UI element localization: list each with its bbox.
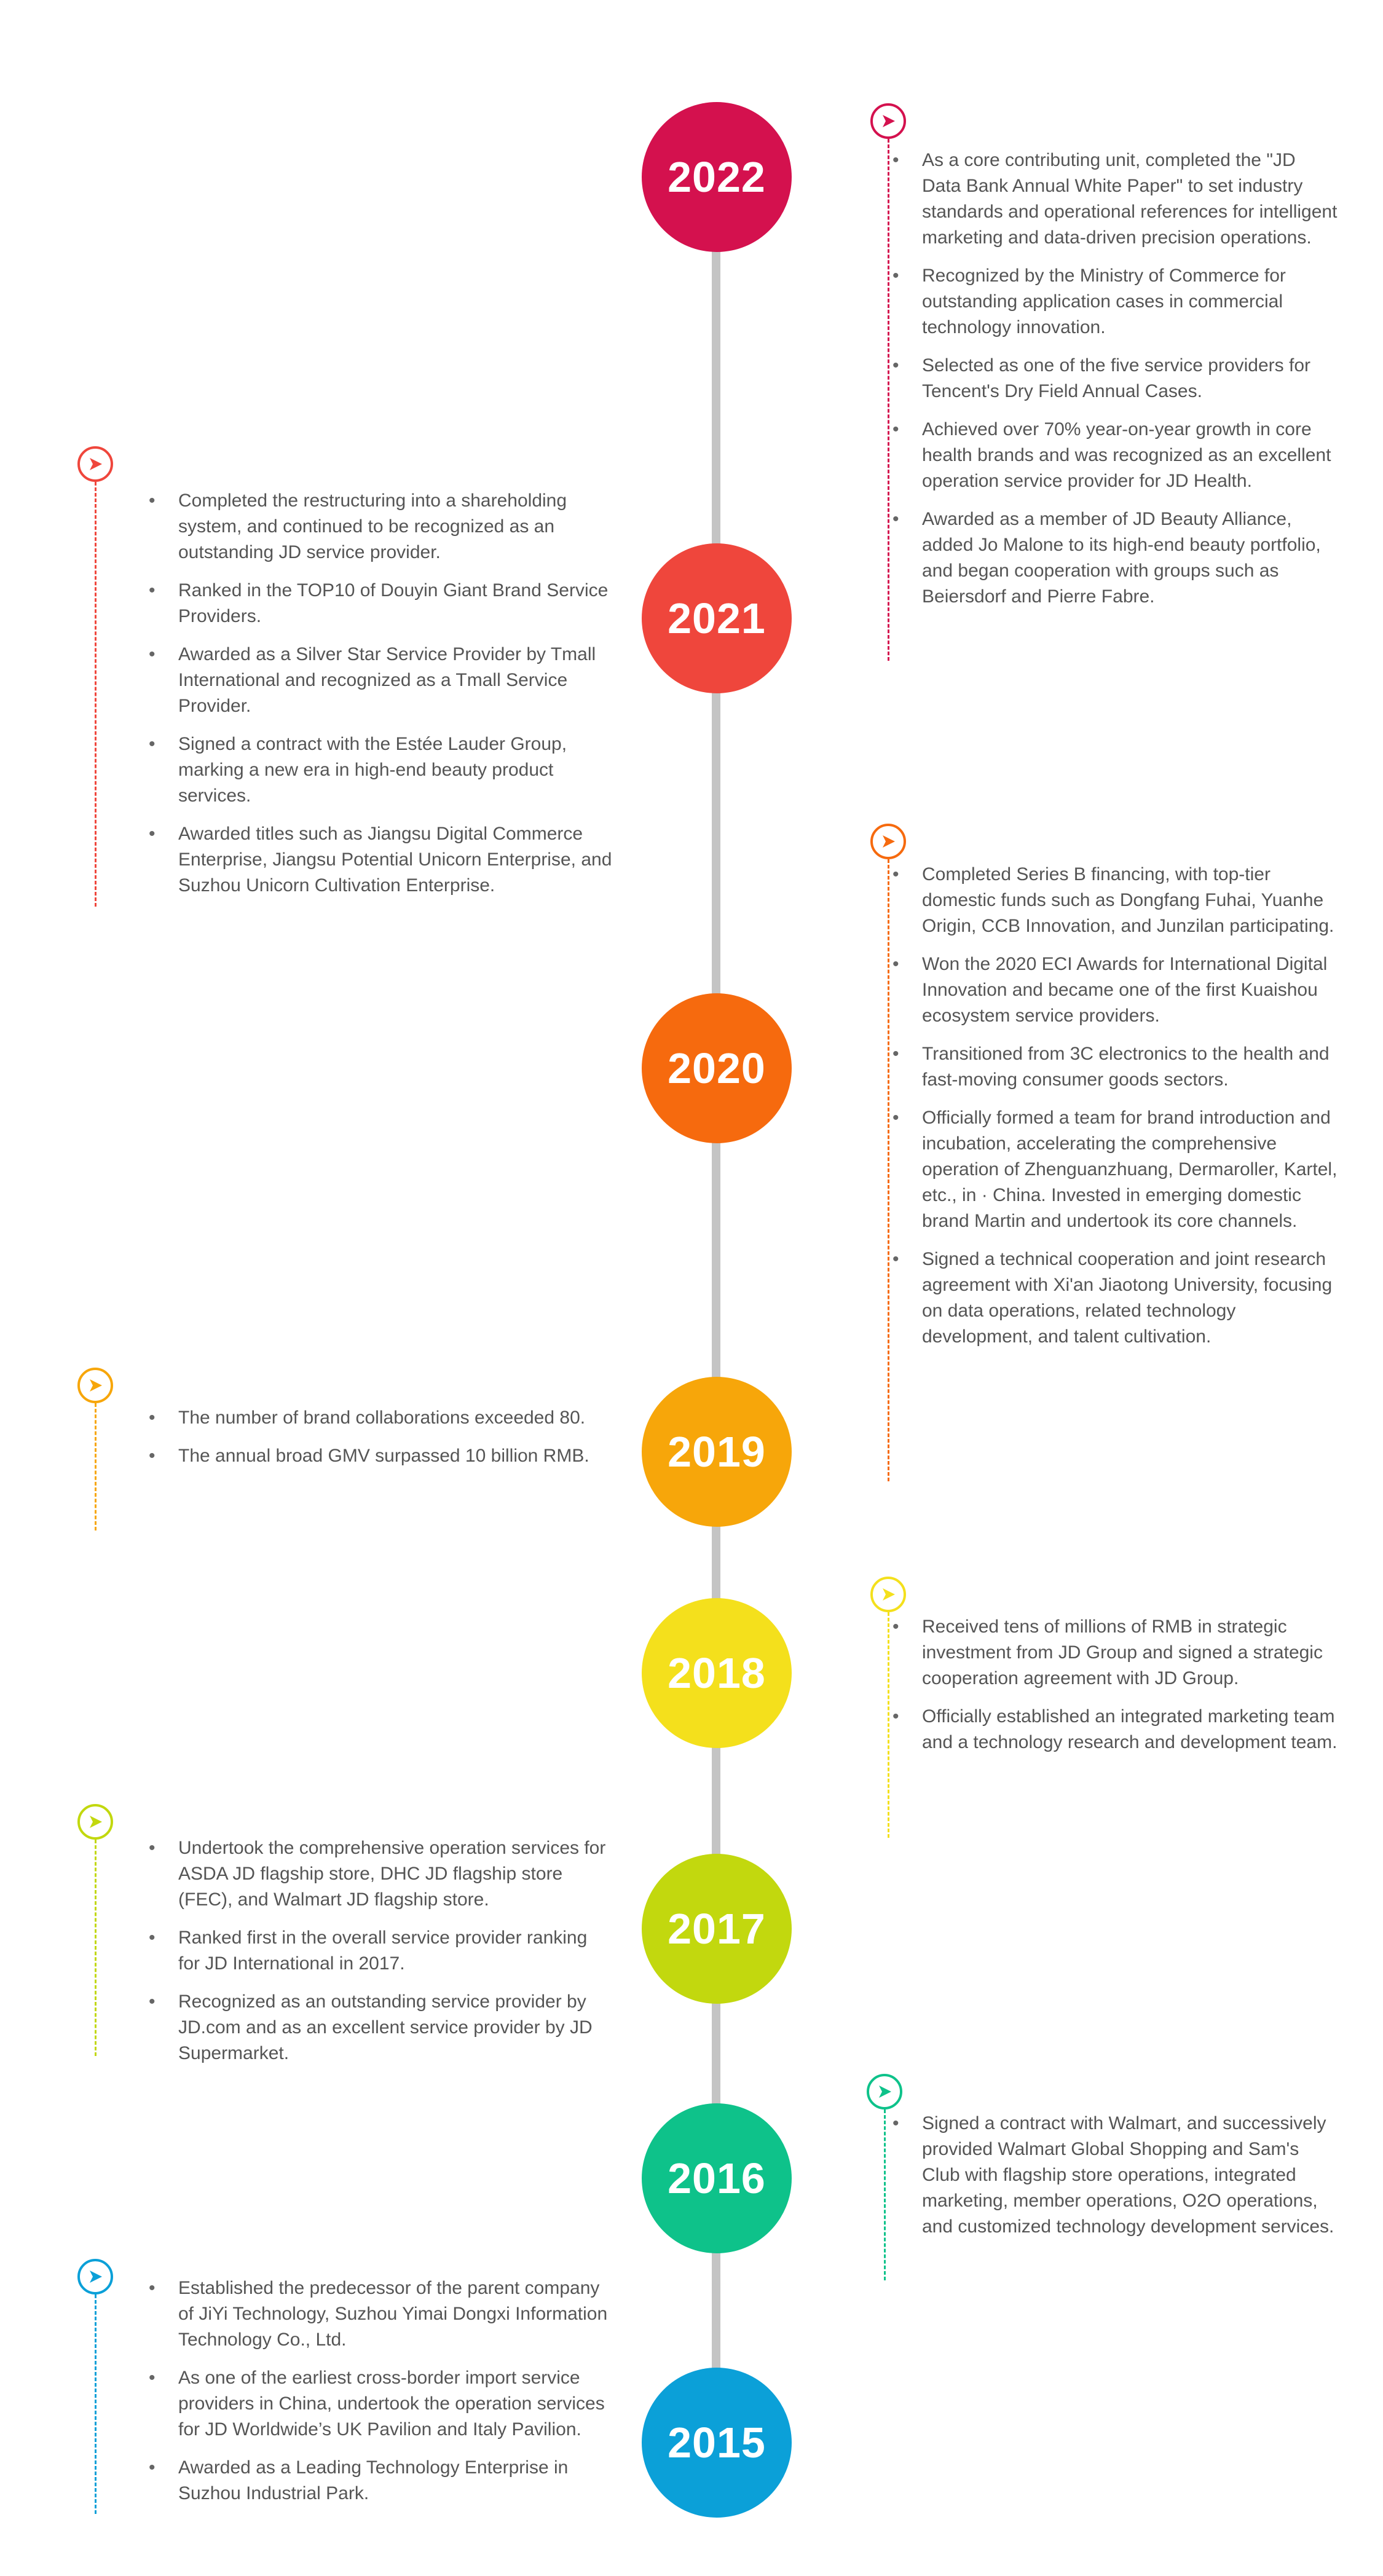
arrow-right-icon xyxy=(867,2074,902,2109)
milestone-list-2017 xyxy=(146,1835,613,2079)
milestone-item: • Signed a contract with Walmart, and successively provided Walmart Global Shopping and Sam's Club with flagship store operations, integrated marketing, member operations, O2O operations, and customized technology development services. xyxy=(890,2111,1339,2240)
timeline-dashed-line xyxy=(888,1612,889,1838)
year-circle-2017 xyxy=(642,1854,792,2004)
year-label: 2021 xyxy=(668,594,766,642)
milestone-item: • Transitioned from 3C electronics to the health and fast-moving consumer goods sectors. xyxy=(890,1041,1339,1093)
year-circle-2022 xyxy=(642,102,792,252)
arrow-right-icon xyxy=(870,824,906,859)
milestone-item: • Completed the restructuring into a shareholding system, and continued to be recognized as an outstanding JD service provider. xyxy=(146,488,613,565)
arrow-right-icon xyxy=(77,2259,113,2294)
milestone-list-2020 xyxy=(890,862,1339,1362)
milestone-item: • Recognized as an outstanding service provider by JD.com and as an excellent service provider by JD Supermarket. xyxy=(146,1989,613,2066)
year-label: 2017 xyxy=(668,1905,766,1953)
year-circle-2020 xyxy=(642,993,792,1143)
milestone-item: • As a core contributing unit, completed the "JD Data Bank Annual White Paper" to set industry standards and operational references for intelligent marketing and data-driven precision operations. xyxy=(890,148,1339,251)
milestone-list-2022 xyxy=(890,148,1339,622)
year-circle-2016 xyxy=(642,2103,792,2253)
milestone-item: • As one of the earliest cross-border import service providers in China, undertook the operation services for JD Worldwide’s UK Pavilion and Italy Pavilion. xyxy=(146,2365,613,2443)
milestone-list-2021 xyxy=(146,488,613,911)
arrow-right-icon xyxy=(77,1368,113,1403)
year-circle-2015 xyxy=(642,2368,792,2518)
milestone-item: • Officially established an integrated marketing team and a technology research and development team. xyxy=(890,1704,1339,1755)
year-circle-2019 xyxy=(642,1377,792,1527)
milestone-item: • Ranked first in the overall service provider ranking for JD International in 2017. xyxy=(146,1925,613,1977)
milestone-item: • The annual broad GMV surpassed 10 billion RMB. xyxy=(146,1443,613,1469)
year-label: 2022 xyxy=(668,153,766,201)
milestone-item: • Received tens of millions of RMB in strategic investment from JD Group and signed a strategic cooperation agreement with JD Group. xyxy=(890,1614,1339,1692)
year-label: 2015 xyxy=(668,2419,766,2467)
milestone-item: • Selected as one of the five service providers for Tencent's Dry Field Annual Cases. xyxy=(890,353,1339,404)
milestone-list-2016 xyxy=(890,2111,1339,2252)
arrow-right-icon xyxy=(870,103,906,139)
milestone-item: • The number of brand collaborations exceeded 80. xyxy=(146,1405,613,1431)
arrow-right-icon xyxy=(77,1804,113,1840)
milestone-item: • Achieved over 70% year-on-year growth in core health brands and was recognized as an excellent operation service provider for JD Health. xyxy=(890,417,1339,494)
milestone-item: • Undertook the comprehensive operation services for ASDA JD flagship store, DHC JD flagship store (FEC), and Walmart JD flagship store. xyxy=(146,1835,613,1913)
year-label: 2018 xyxy=(668,1649,766,1697)
milestone-item: • Awarded titles such as Jiangsu Digital Commerce Enterprise, Jiangsu Potential Unicorn Enterprise, and Suzhou Unicorn Cultivation Enterprise. xyxy=(146,821,613,899)
milestone-item: • Officially formed a team for brand introduction and incubation, accelerating the comprehensive operation of Zhenguanzhuang, Dermaroller, Kartel, etc., in · China. Invested in emerging domestic brand Martin and undertook its core channels. xyxy=(890,1105,1339,1234)
milestone-item: • Awarded as a member of JD Beauty Alliance, added Jo Malone to its high-end beauty portfolio, and began cooperation with groups such as Beiersdorf and Pierre Fabre. xyxy=(890,506,1339,610)
milestone-item: • Signed a technical cooperation and joint research agreement with Xi'an Jiaotong University, focusing on data operations, related technology development, and talent cultivation. xyxy=(890,1247,1339,1350)
milestone-item: • Recognized by the Ministry of Commerce for outstanding application cases in commercial technology innovation. xyxy=(890,263,1339,341)
milestone-item: • Awarded as a Silver Star Service Provider by Tmall International and recognized as a Tmall Service Provider. xyxy=(146,642,613,719)
timeline-dashed-line xyxy=(95,1840,97,2056)
milestone-list-2019 xyxy=(146,1405,613,1481)
timeline-dashed-line xyxy=(95,482,97,907)
year-label: 2020 xyxy=(668,1044,766,1092)
milestone-list-2015 xyxy=(146,2275,613,2519)
timeline-dashed-line xyxy=(95,1403,97,1530)
milestone-item: • Established the predecessor of the parent company of JiYi Technology, Suzhou Yimai Dongxi Information Technology Co., Ltd. xyxy=(146,2275,613,2353)
timeline-dashed-line xyxy=(888,859,889,1481)
year-circle-2021 xyxy=(642,543,792,693)
milestone-list-2018 xyxy=(890,1614,1339,1768)
year-label: 2019 xyxy=(668,1428,766,1476)
milestone-item: • Ranked in the TOP10 of Douyin Giant Brand Service Providers. xyxy=(146,578,613,629)
year-circle-2018 xyxy=(642,1598,792,1748)
timeline-dashed-line xyxy=(888,139,889,661)
milestone-item: • Completed Series B financing, with top-tier domestic funds such as Dongfang Fuhai, Yuanhe Origin, CCB Innovation, and Junzilan participating. xyxy=(890,862,1339,939)
timeline-dashed-line xyxy=(884,2109,886,2280)
timeline-dashed-line xyxy=(95,2294,97,2514)
milestone-item: • Awarded as a Leading Technology Enterprise in Suzhou Industrial Park. xyxy=(146,2455,613,2507)
milestone-item: • Won the 2020 ECI Awards for International Digital Innovation and became one of the first Kuaishou ecosystem service providers. xyxy=(890,951,1339,1029)
year-label: 2016 xyxy=(668,2154,766,2202)
milestone-item: • Signed a contract with the Estée Lauder Group, marking a new era in high-end beauty product services. xyxy=(146,731,613,809)
arrow-right-icon xyxy=(77,446,113,482)
arrow-right-icon xyxy=(870,1577,906,1612)
